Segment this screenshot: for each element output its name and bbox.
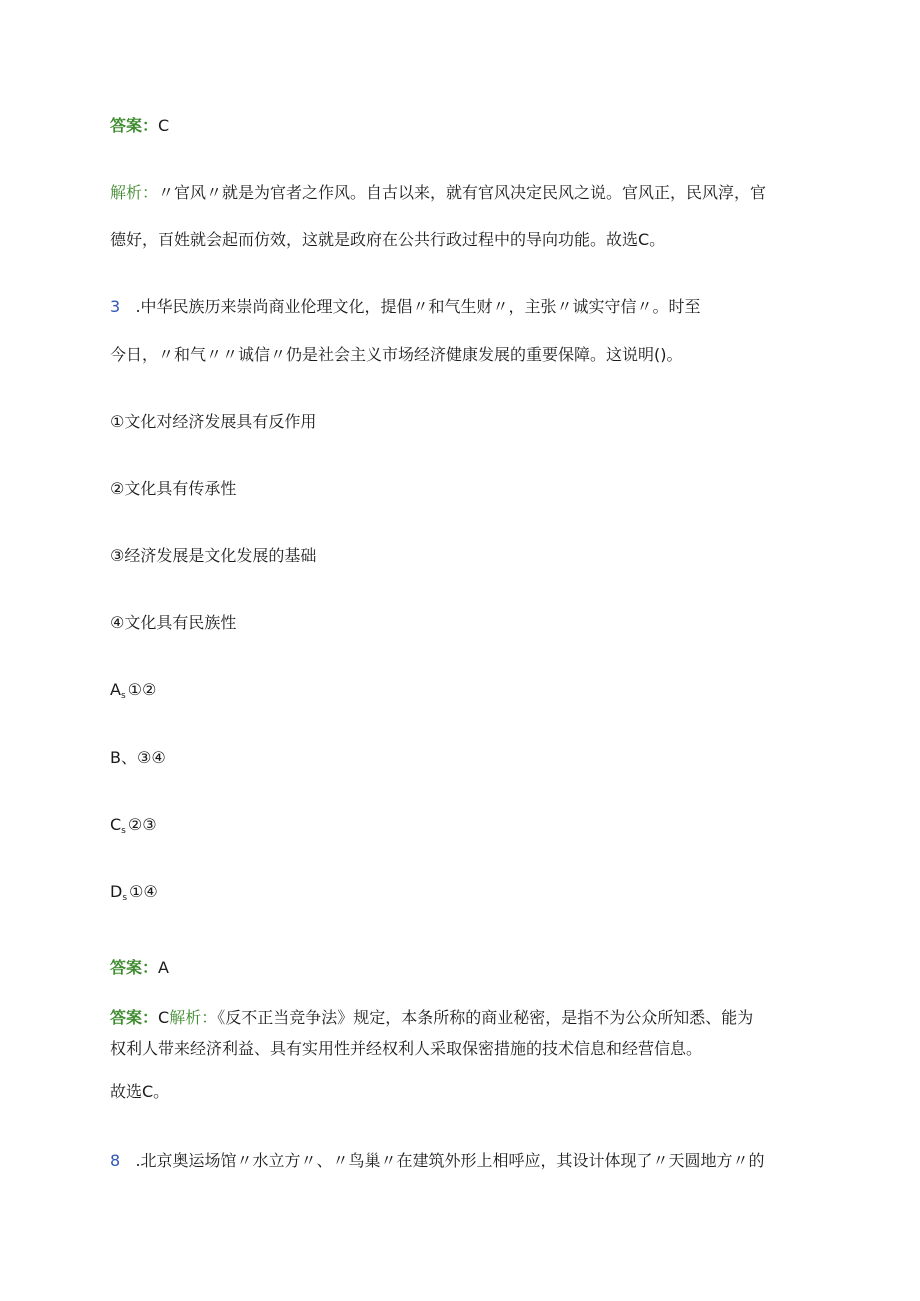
statement-3: ③经济发展是文化发展的基础 [110,546,317,565]
analysis-label: 解析： [110,183,159,202]
option-text: ③④ [137,748,166,767]
answer-value: A [158,958,169,977]
question-3-line-1 [110,297,701,317]
option-sep: s [120,691,126,701]
option-a [110,680,156,700]
answer-value: C [158,1008,170,1027]
question-number: 8 [110,1151,121,1170]
answer-label: 答案： [110,116,159,135]
analysis-text: 〃官风〃就是为官者之作风。自古以来，就有官风决定民风之说。官风正，民风淳，官 [158,183,767,202]
answer-label: 答案： [110,1008,159,1027]
option-sep: s [122,893,128,903]
analysis-line-3: 故选C。 [110,1082,170,1101]
analysis-label: 解析： [169,1008,218,1027]
option-text: ①④ [129,882,158,901]
option-d [110,882,158,902]
option-c [110,815,157,835]
analysis-line-1 [110,183,766,203]
answer-label: 答案： [110,958,159,977]
answer-line-1 [110,116,169,136]
answer-line-2 [110,958,169,978]
analysis-line-2: 权利人带来经济利益、具有实用性并经权利人采取保密措施的技术信息和经营信息。 [110,1039,703,1058]
question-number: 3 [110,297,121,316]
option-sep: 、 [120,748,137,767]
question-8-line-1 [110,1151,765,1171]
analysis-text: 《反不正当竞争法》规定，本条所称的商业秘密，是指不为公众所知悉、能为 [217,1008,754,1027]
option-text: ①② [127,680,157,699]
analysis-line-2: 德好，百姓就会起而仿效，这就是政府在公共行政过程中的导向功能。故选C。 [110,230,666,249]
option-letter: A [110,680,121,699]
answer-analysis-line-1 [110,1008,753,1028]
option-letter: D [110,882,123,901]
option-letter: B [110,748,121,767]
answer-value: C [158,116,170,135]
option-b [110,748,166,768]
statement-4: ④文化具有民族性 [110,613,237,632]
option-letter: C [110,815,122,834]
option-text: ②③ [127,815,157,834]
statement-1: ①文化对经济发展具有反作用 [110,412,317,431]
statement-2: ②文化具有传承性 [110,479,237,498]
question-3-line-2: 今日，〃和气〃〃诚信〃仍是社会主义市场经济健康发展的重要保障。这说明()。 [110,345,683,364]
question-text: .中华民族历来崇尚商业伦理文化，提倡〃和气生财〃，主张〃诚实守信〃。时至 [135,297,701,316]
question-text: .北京奥运场馆〃水立方〃、〃鸟巢〃在建筑外形上相呼应，其设计体现了〃天圆地方〃的 [135,1151,765,1170]
option-sep: s [121,826,126,836]
